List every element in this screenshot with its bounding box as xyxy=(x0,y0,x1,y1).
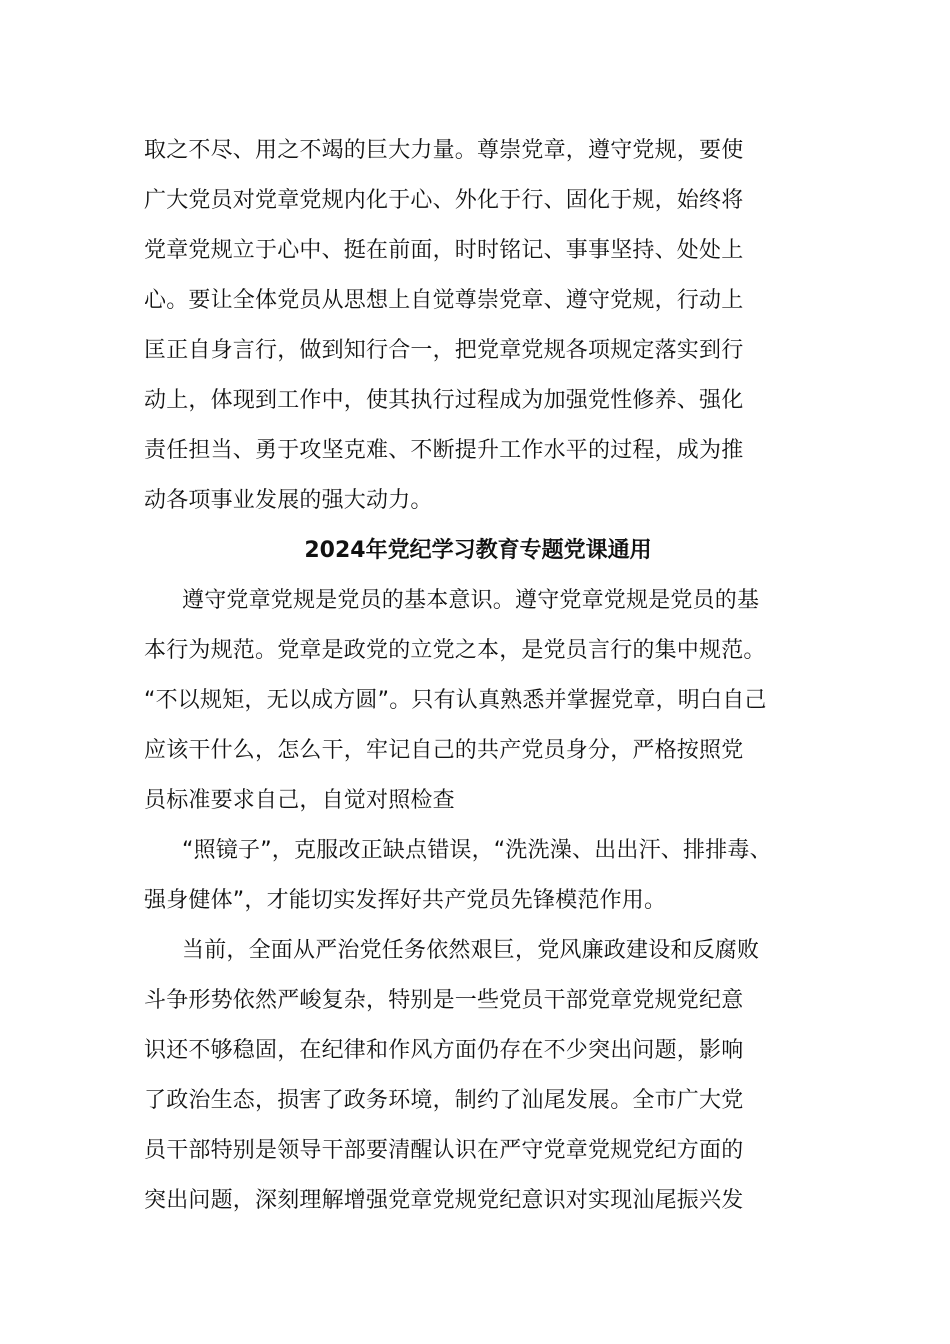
text-line: 匡正自身言行，做到知行合一，把党章党规各项规定落实到行 xyxy=(144,338,744,363)
text-line: 遵守党章党规是党员的基本意识。遵守党章党规是党员的基 xyxy=(182,588,760,613)
text-line: 取之不尽、用之不竭的巨大力量。尊崇党章，遵守党规，要使 xyxy=(144,138,744,163)
intro-paragraph xyxy=(144,126,808,526)
text-line: 动各项事业发展的强大动力。 xyxy=(144,488,433,513)
text-line: 当前，全面从严治党任务依然艰巨，党风廉政建设和反腐败 xyxy=(182,938,760,963)
text-line: 本行为规范。党章是政党的立党之本，是党员言行的集中规范。 xyxy=(144,638,766,663)
text-line: 党章党规立于心中、挺在前面，时时铭记、事事坚持、处处上 xyxy=(144,238,744,263)
text-line: 应该干什么，怎么干，牢记自己的共产党员身分，严格按照党 xyxy=(144,738,744,763)
document-body xyxy=(144,126,808,1226)
text-line: “照镜子”，克服改正缺点错误，“洗洗澡、出出汗、排排毒、 xyxy=(182,838,772,863)
text-line: 员标准要求自己，自觉对照检查 xyxy=(144,788,455,813)
text-line: 强身健体”，才能切实发挥好共产党员先锋模范作用。 xyxy=(144,888,667,913)
text-line: “不以规矩，无以成方圆”。只有认真熟悉并掌握党章，明白自己 xyxy=(144,688,767,713)
text-line: 责任担当、勇于攻坚克难、不断提升工作水平的过程，成为推 xyxy=(144,438,744,463)
text-line: 识还不够稳固，在纪律和作风方面仍存在不少突出问题，影响 xyxy=(144,1038,744,1063)
text-line: 员干部特别是领导干部要清醒认识在严守党章党规党纪方面的 xyxy=(144,1138,744,1163)
text-line: 动上，体现到工作中，使其执行过程成为加强党性修养、强化 xyxy=(144,388,744,413)
text-line: 广大党员对党章党规内化于心、外化于行、固化于规，始终将 xyxy=(144,188,744,213)
section-title: 2024年党纪学习教育专题党课通用 xyxy=(304,538,652,563)
paragraph-2 xyxy=(144,826,808,926)
paragraph-1 xyxy=(144,576,808,826)
text-line: 了政治生态，损害了政务环境，制约了汕尾发展。全市广大党 xyxy=(144,1088,744,1113)
paragraph-3 xyxy=(144,926,808,1226)
text-line: 斗争形势依然严峻复杂，特别是一些党员干部党章党规党纪意 xyxy=(144,988,744,1013)
text-line: 心。要让全体党员从思想上自觉尊崇党章、遵守党规，行动上 xyxy=(144,288,744,313)
text-line: 突出问题，深刻理解增强党章党规党纪意识对实现汕尾振兴发 xyxy=(144,1188,744,1213)
